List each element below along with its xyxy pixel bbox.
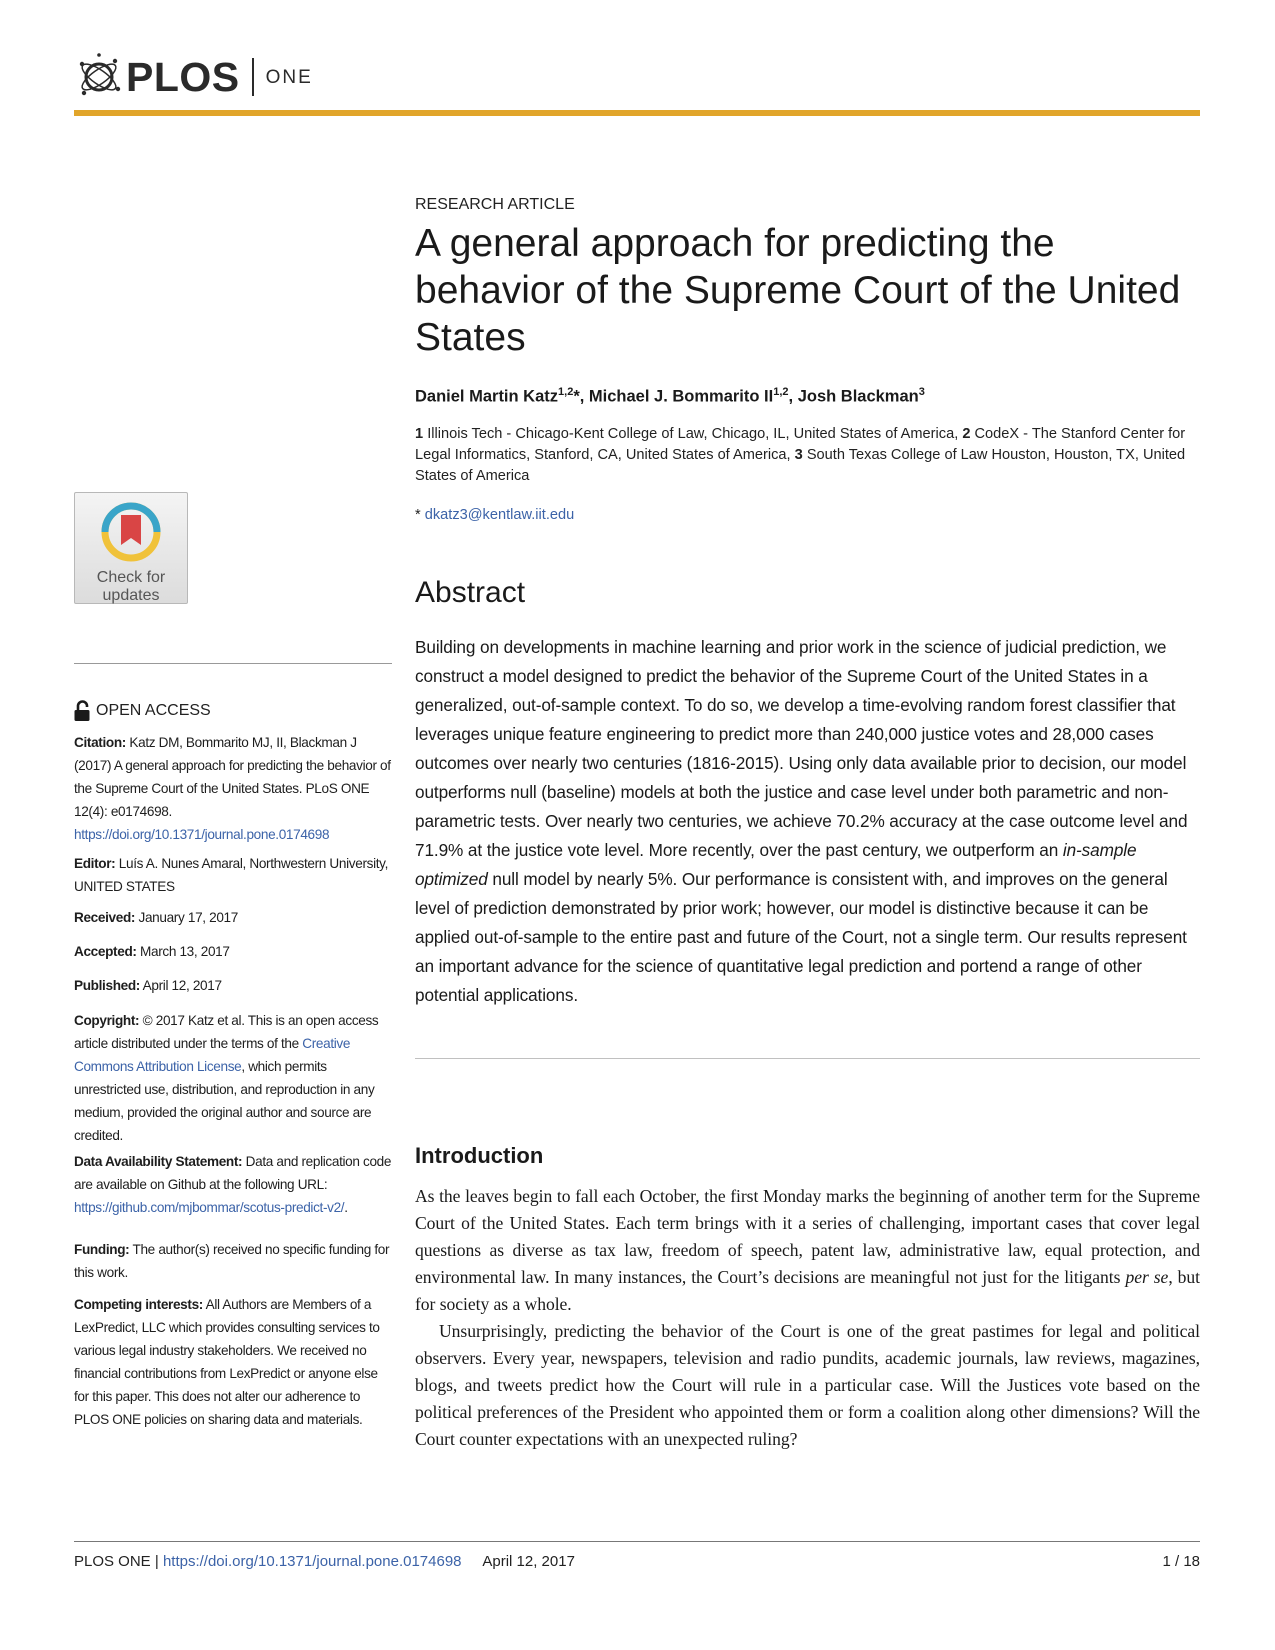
editor-block (74, 852, 392, 898)
email-link[interactable]: dkatz3@kentlaw.iit.edu (424, 507, 575, 523)
introduction-body (415, 1183, 1200, 1453)
badge-line-2: updates (102, 587, 160, 604)
introduction-heading: Introduction (415, 1143, 544, 1168)
intro-p1-emphasis: per se (1125, 1267, 1169, 1287)
citation-block (74, 731, 392, 846)
author-name: Daniel Martin Katz (415, 387, 559, 406)
open-access-text: OPEN ACCESS (96, 702, 211, 719)
crossmark-icon (100, 501, 162, 563)
received-date: January 17, 2017 (138, 910, 238, 925)
copyright-label: Copyright: (74, 1013, 140, 1028)
received-label: Received: (74, 910, 136, 925)
affiliations (415, 424, 1200, 487)
editor-label: Editor: (74, 856, 116, 871)
affiliation-text: CodeX - The Stanford Center for Legal Informatics, Stanford, CA, United States of America, (415, 426, 1186, 463)
abstract-emphasis: in-sample optimized (415, 840, 1137, 889)
author-name: Josh Blackman (797, 387, 919, 406)
data-availability-tail: . (344, 1200, 348, 1215)
accepted-block (74, 940, 392, 963)
author-affiliation-ref: 3 (918, 386, 925, 398)
published-block (74, 974, 392, 997)
funding-label: Funding: (74, 1242, 130, 1257)
corresponding-email (415, 507, 1200, 523)
copyright-block (74, 1009, 392, 1147)
affiliation-number: 3 (794, 447, 803, 463)
competing-interests-label: Competing interests: (74, 1297, 203, 1312)
abstract-part-2: null model by nearly 5%. Our performance is consistent with, and improves on the general level of prediction demonstrated by prior work; however, our model is distinctive because it can be applied out-of-sample to the entire past and future of the Court, not a single term. Our results represent an important advance for the science of quantitative legal prediction and portend a range of other potential applications. (415, 869, 1187, 1005)
open-access-label (74, 700, 211, 722)
copyright-text-rest: , which permits unrestricted use, distribution, and reproduction in any medium, provided the original author and source are credited. (74, 1059, 375, 1143)
affiliation-number: 1 (415, 426, 424, 442)
corresponding-asterisk: * (415, 507, 421, 523)
published-date: April 12, 2017 (142, 978, 222, 993)
copyright-text: © 2017 Katz et al. This is an open access article distributed under the terms of the (74, 1013, 379, 1051)
author-separator: , (579, 387, 589, 406)
author-affiliation-ref: 1,2 (773, 386, 789, 398)
logo-divider (252, 58, 254, 96)
author-name: Michael J. Bommarito II (588, 387, 774, 406)
data-availability-block (74, 1150, 392, 1219)
github-link[interactable]: https://github.com/mjbommar/scotus-predict-v2/ (74, 1200, 345, 1215)
competing-interests-block (74, 1293, 392, 1431)
footer-journal: PLOS ONE | (74, 1553, 159, 1570)
sidebar-rule (74, 663, 392, 664)
intro-p1-text: As the leaves begin to fall each October, the first Monday marks the beginning of another term for the Supreme Court of the United States. Each term brings with it a series of challenging, important cases that cover legal questions as diverse as tax law, freedom of speech, patent law, administrative law, equal protection, and environmental law. In many instances, the Court’s decisions are meaningful not just for the litigants (415, 1186, 1200, 1287)
open-lock-icon (74, 700, 90, 722)
page-number: 1 / 18 (1162, 1553, 1200, 1570)
article-type: RESEARCH ARTICLE (415, 196, 575, 213)
corresponding-mark: * (573, 387, 580, 406)
author-list (415, 386, 1200, 407)
footer-rule (74, 1541, 1200, 1542)
page-footer (74, 1553, 1200, 1570)
abstract-heading: Abstract (415, 576, 526, 609)
plos-one-logo[interactable] (74, 52, 313, 102)
published-label: Published: (74, 978, 140, 993)
abstract-part-1: Building on developments in machine learning and prior work in the science of judicial prediction, we construct a model designed to predict the behavior of the Supreme Court of the United States in a generalized, out-of-sample context. To do so, we develop a time-evolving random forest classifier that leverages unique feature engineering to predict more than 240,000 justice votes and 28,000 cases outcomes over nearly two centuries (1816-2015). Using only data available prior to decision, our model outperforms null (baseline) models at both the justice and case level under both parametric and non-parametric tests. Over nearly two centuries, we achieve 70.2% accuracy at the case outcome level and 71.9% at the justice vote level. More recently, over the past century, we outperform an (415, 637, 1188, 860)
intro-paragraph-1 (415, 1183, 1200, 1318)
license-link[interactable]: Creative Commons Attribution License (74, 1036, 351, 1074)
footer-date: April 12, 2017 (482, 1553, 575, 1570)
funding-block (74, 1238, 392, 1284)
accepted-date: March 13, 2017 (140, 944, 230, 959)
badge-line-1: Check for (96, 569, 166, 586)
intro-paragraph-2: Unsurprisingly, predicting the behavior of the Court is one of the great pastimes for legal and political observers. Every year, newspapers, television and radio pundits, academic journals, law reviews, magazines, blogs, and tweets predict how the Court will rule in a particular case. Will the Justices vote based on the political preferences of the President who appointed them or form a coalition along other dimensions? Will the Court counter expectations with an unexpected ruling? (415, 1321, 1200, 1449)
data-availability-text: Data and replication code are available on Github at the following URL: (74, 1154, 392, 1192)
article-title: A general approach for predicting the behavior of the Supreme Court of the United States (415, 222, 1181, 359)
citation-doi-link[interactable]: https://doi.org/10.1371/journal.pone.0174698 (74, 827, 330, 842)
journal-name: ONE (265, 67, 313, 88)
affiliation-number: 2 (962, 426, 971, 442)
abstract-rule (415, 1058, 1200, 1059)
author-affiliation-ref: 1,2 (558, 386, 574, 398)
check-for-updates-badge[interactable] (74, 492, 188, 604)
accepted-label: Accepted: (74, 944, 137, 959)
header-rule (74, 110, 1200, 116)
received-block (74, 906, 392, 929)
citation-text: Katz DM, Bommarito MJ, II, Blackman J (2017) A general approach for predicting the behavior of the Supreme Court of the United States. PLoS ONE 12(4): e0174698. (74, 735, 391, 819)
affiliation-text: Illinois Tech - Chicago-Kent College of Law, Chicago, IL, United States of America, (427, 426, 959, 442)
affiliation-text: South Texas College of Law Houston, Houston, TX, United States of America (415, 447, 1186, 484)
plos-globe-icon (74, 52, 124, 102)
brand-name: PLOS (126, 53, 240, 100)
editor-text: Luís A. Nunes Amaral, Northwestern University, UNITED STATES (74, 856, 389, 894)
footer-doi-link[interactable]: https://doi.org/10.1371/journal.pone.0174698 (162, 1553, 462, 1570)
data-availability-label: Data Availability Statement: (74, 1154, 243, 1169)
intro-p1-tail: , but for society as a whole. (415, 1267, 1200, 1314)
competing-interests-text: All Authors are Members of a LexPredict, LLC which provides consulting services to various legal industry stakeholders. We received no financial contributions from LexPredict or anyone else for this paper. This does not alter our adherence to PLOS ONE policies on sharing data and materials. (74, 1297, 380, 1427)
abstract-text (415, 633, 1200, 1010)
funding-text: The author(s) received no specific funding for this work. (74, 1242, 390, 1280)
author-separator: , (788, 387, 798, 406)
citation-label: Citation: (74, 735, 126, 750)
